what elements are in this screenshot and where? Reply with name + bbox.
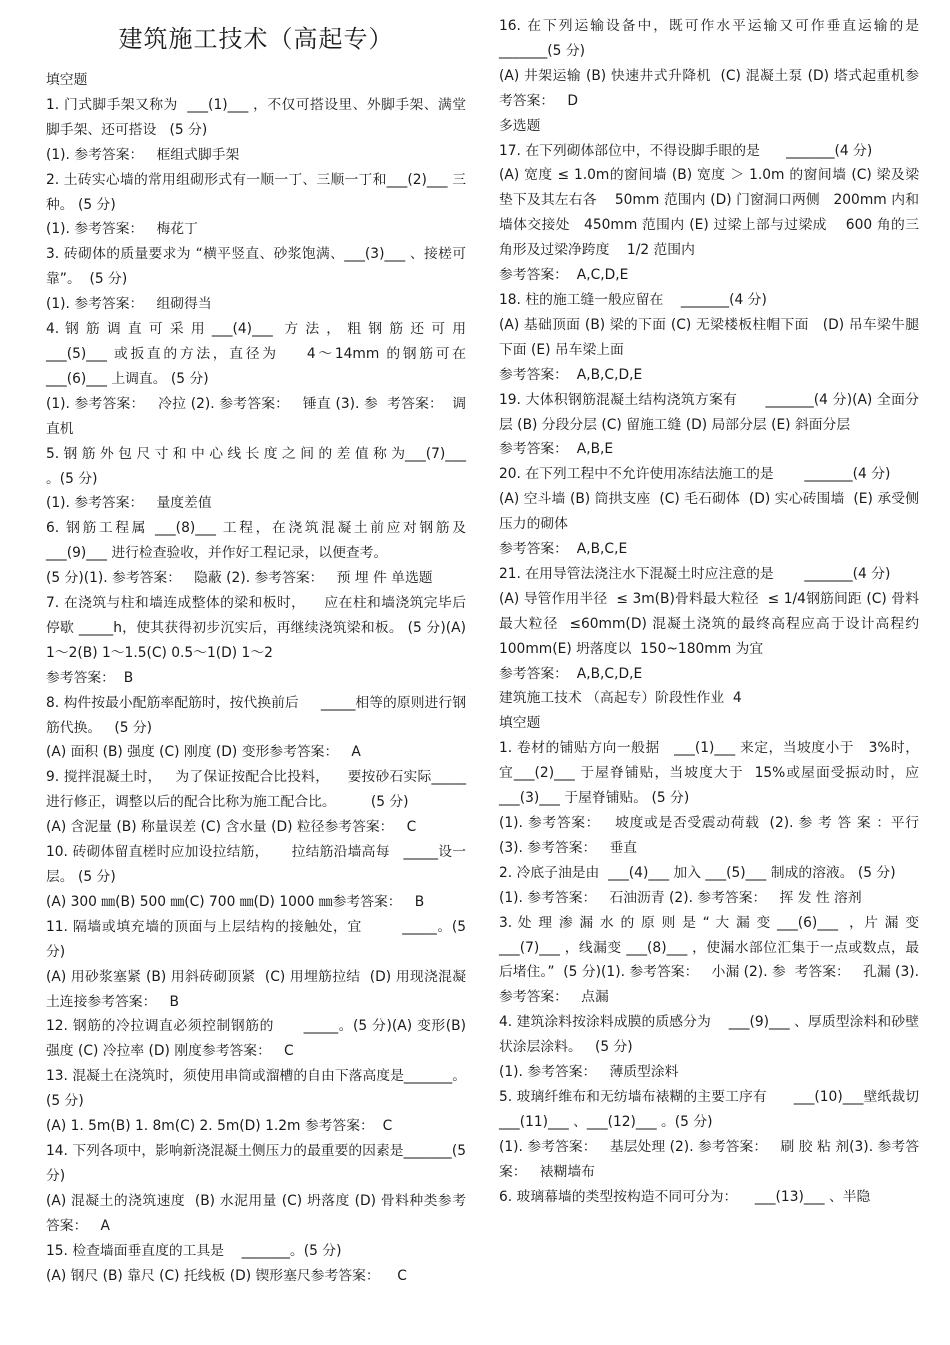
text-line: (A) 空斗墙 (B) 筒拱支座 (C) 毛石砌体 (D) 实心砖围墙 (E) 承受侧压力的砌体 [499, 491, 919, 533]
text-line: 7. 在浇筑与柱和墙连成整体的梁和板时， 应在柱和墙浇筑完毕后停歇 _____h，使其获得初步沉实后，再继续浇筑梁和板。 (5 分)(A) 1～2(B) 1～1.5(C) 0.5～1(D) 1～2 [46, 595, 471, 661]
text-line: 参考答案： A,B,E [499, 441, 614, 458]
text-line: 1. 门式脚手架又称为 ___(1)___ ，不仅可搭设里、外脚手架、满堂脚手架、还可搭设 (5 分) [46, 96, 466, 138]
text-line: (A) 1. 5m(B) 1. 8m(C) 2. 5m(D) 1.2m 参考答案： C [46, 1118, 393, 1135]
text-line: 9. 搅拌混凝土时， 为了保证按配合比投料， 要按砂石实际_____进行修正，调整以后的配合比称为施工配合比。 (5 分) [46, 769, 466, 811]
text-line: (1). 参考答案： 梅花丁 [46, 221, 198, 238]
text-line: (1). 参考答案： 石油沥青 (2). 参考答案： 挥 发 性 溶剂 [499, 889, 862, 906]
left-text [46, 68, 471, 1288]
text-line: (5 分)(1). 参考答案： 隐蔽 (2). 参考答案： 预 埋 件 单选题 [46, 570, 433, 587]
text-line: 填空题 [499, 715, 541, 732]
text-line: 参考答案： B [46, 669, 134, 686]
right-text [499, 14, 928, 1210]
text-line: (A) 导管作用半径 ≤ 3m(B)骨料最大粒径 ≤ 1/4钢筋间距 (C) 骨料最大粒径 ≤60mm(D) 混凝土浇筑的最终高程应高于设计高程约 100mm(E) 坍落度以 150~180mm 为宜 [499, 590, 928, 657]
text-line: 参考答案： A,C,D,E [499, 267, 629, 284]
text-line: 12. 钢筋的冷拉调直必须控制钢筋的 _____。(5 分)(A) 变形(B) 强度 (C) 冷拉率 (D) 刚度参考答案： C [46, 1018, 471, 1060]
text-line: 13. 混凝土在浇筑时，须使用串筒或溜槽的自由下落高度是_______。(5 分) [46, 1068, 466, 1110]
text-line: (A) 井架运输 (B) 快速井式升降机 (C) 混凝土泵 (D) 塔式起重机参考答案： D [499, 67, 919, 109]
text-line: 3. 砖砌体的质量要求为 “横平竖直、砂浆饱满、___(3)___ 、接槎可靠”。 (5 分) [46, 246, 466, 288]
text-line: (1). 参考答案： 组砌得当 [46, 296, 212, 313]
text-line: (A) 用砂浆塞紧 (B) 用斜砖砌顶紧 (C) 用埋筋拉结 (D) 用现浇混凝土连接参考答案： B [46, 968, 466, 1010]
text-line: 4. 钢 筋 调 直 可 采 用 ___(4)___ 方 法 ， 粗 钢 筋 还 可 用___(5)___ 或扳直的方法，直径为 4～14mm 的钢筋可在___(6)___ 上调直。 (5 分) [46, 321, 466, 387]
text-line: 8. 构件按最小配筋率配筋时，按代换前后 _____相等的原则进行钢筋代换。 (5 分) [46, 694, 466, 736]
text-line: 11. 隔墙或填充墙的顶面与上层结构的接触处，宜 _____。(5 分) [46, 918, 471, 960]
text-line: (A) 钢尺 (B) 靠尺 (C) 托线板 (D) 锲形塞尺参考答案： C [46, 1267, 407, 1284]
text-line: 21. 在用导管法浇注水下混凝土时应注意的是 _______(4 分) [499, 565, 891, 582]
text-line: (A) 面积 (B) 强度 (C) 刚度 (D) 变形参考答案： A [46, 744, 361, 761]
text-line: (A) 300 ㎜(B) 500 ㎜(C) 700 ㎜(D) 1000 ㎜参考答案： B [46, 893, 425, 910]
text-line: 1. 卷材的铺贴方向一般据 ___(1)___ 来定，当坡度小于 3%时，宜___(2)___ 于屋脊铺贴，当坡度大于 15%或屋面受振动时，应___(3)___ 于屋脊铺贴。 (5 分) [499, 740, 919, 807]
text-line: (1). 参考答案： 薄质型涂料 [499, 1064, 679, 1081]
text-line: 2. 土砖实心墙的常用组砌形式有一顺一丁、三顺一丁和___(2)___ 三种。 (5 分) [46, 171, 466, 213]
text-line: 19. 大体积钢筋混凝土结构浇筑方案有 _______(4 分)(A) 全面分层 (B) 分段分层 (C) 留施工缝 (D) 局部分层 (E) 斜面分层 [499, 391, 919, 433]
text-line: 参考答案： A,B,C,E [499, 541, 628, 558]
text-line: 多选题 [499, 117, 541, 134]
text-line: 建筑施工技术 （高起专）阶段性作业 4 [499, 690, 742, 707]
right-column [499, 0, 928, 1210]
left-column [46, 0, 471, 1288]
text-line: 15. 检查墙面垂直度的工具是 _______。(5 分) [46, 1242, 342, 1259]
text-line: 填空题 [46, 72, 88, 88]
text-line: (1). 参考答案： 冷拉 (2). 参考答案： 锤直 (3). 参 考答案： 调直机 [46, 395, 466, 437]
text-line: 参考答案： A,B,C,D,E [499, 665, 643, 682]
text-line: 5. 玻璃纤维布和无纺墙布裱糊的主要工序有 ___(10)___壁纸裁切 ___(11)___ 、___(12)___ 。(5 分) [499, 1088, 924, 1130]
text-line: 4. 建筑涂料按涂料成膜的质感分为 ___(9)___ 、厚质型涂料和砂壁状涂层涂料。 (5 分) [499, 1014, 919, 1056]
text-line: 5. 钢 筋 外 包 尺 寸 和 中 心 线 长 度 之 间 的 差 值 称 为___(7)___ 。(5 分) [46, 445, 471, 487]
text-line: (1). 参考答案： 基层处理 (2). 参考答案： 刷 胶 粘 剂(3). 参考答案： 裱糊墙布 [499, 1138, 919, 1180]
text-line: (1). 参考答案： 坡度或是否受震动荷载 (2). 参 考 答 案 ：平行 (3). 参考答案： 垂直 [499, 815, 924, 856]
text-line: 18. 柱的施工缝一般应留在 _______(4 分) [499, 291, 767, 308]
text-line: 3. 处 理 渗 漏 水 的 原 则 是 “ 大 漏 变 ___(6)___ ，片 漏 变___(7)___ ，线漏变 ___(8)___ ，使漏水部位汇集于一点或数点，最后堵住。” (5 分)(1). 参考答案： 小漏 (2). 参 考答案： 孔漏 (3). 参考答案： 点漏 [499, 914, 924, 1006]
text-line: 10. 砖砌体留直槎时应加设拉结筋， 拉结筋沿墙高每 _____设一层。 (5 分) [46, 844, 466, 885]
text-line: 6. 玻璃幕墙的类型按构造不同可分为： ___(13)___ 、半隐 [499, 1188, 871, 1205]
text-line: 16. 在下列运输设备中，既可作水平运输又可作垂直运输的是 _______(5 分) [499, 18, 924, 59]
text-line: 参考答案： A,B,C,D,E [499, 366, 643, 383]
text-line: (A) 宽度 ≤ 1.0m的窗间墙 (B) 宽度 ＞ 1.0m 的窗间墙 (C) 梁及梁垫下及其左右各 50mm 范围内 (D) 门窗洞口两侧 200mm 内和墙体交接处 450mm 范围内 (E) 过梁上部与过梁成 600 角的三角形及过梁净跨度 1/2 范围内 [499, 167, 919, 259]
text-line: (A) 基础顶面 (B) 梁的下面 (C) 无梁楼板柱帽下面 (D) 吊车梁牛腿下面 (E) 吊车梁上面 [499, 316, 919, 358]
text-line: (1). 参考答案： 框组式脚手架 [46, 146, 240, 163]
text-line: 17. 在下列砌体部位中，不得设脚手眼的是 _______(4 分) [499, 142, 873, 159]
text-line: (A) 含泥量 (B) 称量误差 (C) 含水量 (D) 粒径参考答案： C [46, 819, 417, 836]
text-line: 20. 在下列工程中不允许使用冻结法施工的是 _______(4 分) [499, 466, 891, 483]
document-title: 建筑施工技术（高起专） [118, 25, 394, 53]
text-line: (1). 参考答案： 量度差值 [46, 495, 212, 512]
text-line: (A) 混凝土的浇筑速度 (B) 水泥用量 (C) 坍落度 (D) 骨料种类参考答案： A [46, 1192, 466, 1234]
text-line: 14. 下列各项中，影响新浇混凝土侧压力的最重要的因素是_______(5 分) [46, 1142, 471, 1184]
text-line: 6. 钢筋工程属 ___(8)___ 工程，在浇筑混凝土前应对钢筋及___(9)___ 进行检查验收，并作好工程记录，以便查考。 [46, 520, 466, 562]
text-line: 2. 冷底子油是由 ___(4)___ 加入 ___(5)___ 制成的溶液。 (5 分) [499, 864, 896, 881]
